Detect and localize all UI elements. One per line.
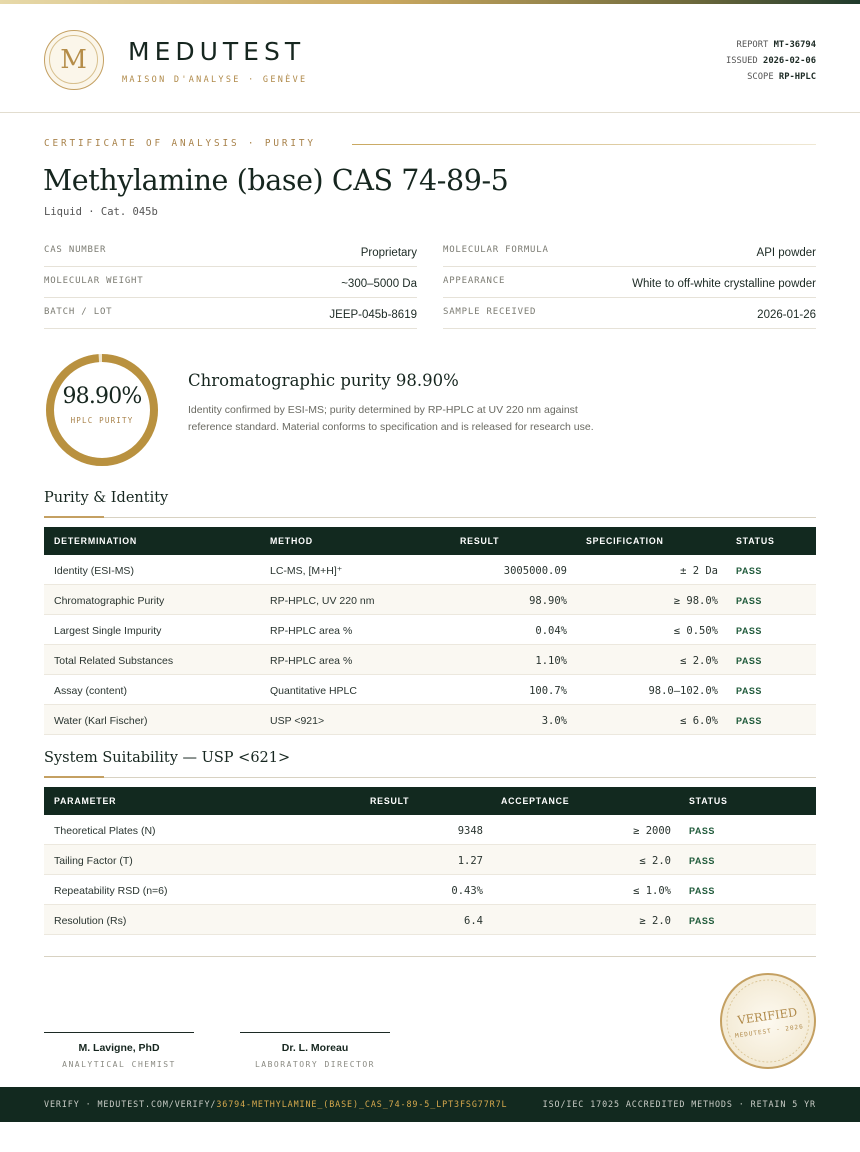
document-footer [0, 1087, 860, 1122]
cell-parameter: Theoretical Plates (N) [54, 825, 156, 837]
cell-determination: Water (Karl Fischer) [54, 715, 148, 727]
product-title: Methylamine (base) CAS 74-89-5 [43, 164, 509, 197]
column-header: RESULT [460, 536, 500, 546]
scope-label: SCOPE [747, 72, 774, 82]
spec-value: 2026-01-26 [757, 309, 816, 321]
cell-parameter: Repeatability RSD (n=6) [54, 885, 168, 897]
eyebrow-divider [352, 144, 816, 145]
section-rule [44, 777, 816, 778]
table-row [44, 875, 816, 905]
column-header: STATUS [689, 796, 728, 806]
cell-acceptance: ≥ 2000 [633, 825, 671, 837]
column-header: STATUS [736, 536, 775, 546]
cell-specification: ≤ 6.0% [680, 715, 718, 727]
cell-parameter: Tailing Factor (T) [54, 855, 133, 867]
status-badge: PASS [689, 826, 715, 836]
column-header: RESULT [370, 796, 410, 806]
cell-determination: Chromatographic Purity [54, 595, 165, 607]
purity-ring [44, 352, 162, 470]
section-rule [44, 517, 816, 518]
cell-result: 6.4 [464, 915, 483, 927]
signature-divider [44, 956, 816, 957]
table-row [44, 705, 816, 735]
accreditation-note: ISO/IEC 17025 ACCREDITED METHODS · RETAIN 5 YR [542, 1099, 816, 1109]
spec-label: MOLECULAR FORMULA [443, 245, 549, 255]
signature-block [240, 1032, 390, 1069]
stamp-graphic [719, 972, 817, 1070]
logo-letter: M [60, 45, 87, 75]
table-body [44, 555, 816, 735]
purity-ring-graphic [44, 352, 162, 470]
signatory-role: ANALYTICAL CHEMIST [62, 1060, 176, 1069]
cell-specification: ± 2 Da [680, 565, 718, 577]
status-badge: PASS [736, 566, 762, 576]
brand-name: MEDUTEST [128, 37, 306, 66]
section-title-purity-identity: Purity & Identity [44, 490, 169, 506]
system-suitability-table [44, 787, 816, 935]
ring-fill [50, 358, 154, 462]
verify-prefix: VERIFY · MEDUTEST.COM/VERIFY/ [44, 1099, 217, 1109]
purity-identity-table [44, 527, 816, 735]
issued-label: ISSUED [725, 56, 758, 66]
spec-value: JEEP-045b-8619 [329, 309, 417, 321]
verify-link[interactable]: 36794-METHYLAMINE_(BASE)_CAS_74-89-5_LPT3FSG77R7L [216, 1099, 508, 1109]
cell-result: 1.10% [535, 655, 567, 667]
cell-result: 0.43% [451, 885, 483, 897]
spec-label: MOLECULAR WEIGHT [44, 276, 144, 286]
status-badge: PASS [689, 856, 715, 866]
section-accent [44, 776, 104, 778]
cell-method: RP-HPLC, UV 220 nm [270, 595, 375, 607]
stamp-main-text: VERIFIED [736, 1004, 799, 1028]
cell-determination: Largest Single Impurity [54, 625, 162, 637]
status-badge: PASS [736, 686, 762, 696]
column-header: METHOD [270, 536, 313, 546]
spec-row [44, 267, 417, 298]
purity-value: 98.90% [62, 384, 142, 409]
verified-stamp [719, 972, 817, 1070]
spec-value: Proprietary [360, 247, 417, 259]
cell-acceptance: ≤ 2.0 [639, 855, 671, 867]
specs-right-column [443, 236, 816, 329]
issued-line [726, 53, 816, 69]
scope-line [726, 69, 816, 85]
spec-row [443, 236, 816, 267]
cell-result: 9348 [457, 825, 483, 837]
cell-result: 1.27 [457, 855, 483, 867]
spec-label: CAS NUMBER [44, 245, 107, 255]
column-header: PARAMETER [54, 796, 117, 806]
report-meta [726, 37, 816, 85]
table-row [44, 615, 816, 645]
report-label: REPORT [736, 40, 769, 50]
cell-specification: 98.0–102.0% [648, 685, 718, 697]
cell-result: 3005000.09 [503, 565, 567, 577]
table-row [44, 675, 816, 705]
table-row [44, 645, 816, 675]
signatory-role: LABORATORY DIRECTOR [254, 1060, 375, 1069]
table-row [44, 845, 816, 875]
report-number-line [726, 37, 816, 53]
table-body [44, 815, 816, 935]
status-badge: PASS [736, 596, 762, 606]
document-header [0, 4, 860, 113]
spec-row [44, 298, 417, 329]
cell-method: USP <921> [270, 715, 325, 727]
certificate-eyebrow [44, 138, 816, 152]
brand-tagline: MAISON D'ANALYSE · GENÈVE [122, 75, 308, 85]
cell-specification: ≥ 98.0% [673, 595, 718, 607]
spec-value: White to off-white crystalline powder [632, 278, 816, 290]
purity-label: HPLC PURITY [70, 416, 134, 425]
issued-date: 2026-02-06 [763, 56, 816, 66]
cell-method: RP-HPLC area % [270, 655, 353, 667]
spec-value: API powder [756, 247, 816, 259]
status-badge: PASS [736, 656, 762, 666]
status-badge: PASS [736, 716, 762, 726]
spec-value: ~300–5000 Da [341, 278, 417, 290]
cell-acceptance: ≤ 1.0% [633, 885, 671, 897]
cell-method: Quantitative HPLC [270, 685, 357, 697]
column-header: ACCEPTANCE [501, 796, 570, 806]
spec-row [443, 267, 816, 298]
spec-label: BATCH / LOT [44, 307, 113, 317]
cell-acceptance: ≥ 2.0 [639, 915, 671, 927]
spec-label: SAMPLE RECEIVED [443, 307, 537, 317]
cell-result: 100.7% [529, 685, 567, 697]
signatory-name: Dr. L. Moreau [281, 1042, 349, 1054]
table-header [44, 527, 816, 555]
signatory-name: M. Lavigne, PhD [78, 1042, 160, 1054]
spec-row [443, 298, 816, 329]
cell-determination: Identity (ESI-MS) [54, 565, 134, 577]
cell-result: 3.0% [541, 715, 567, 727]
cell-method: RP-HPLC area % [270, 625, 353, 637]
spec-row [44, 236, 417, 267]
spec-label: APPEARANCE [443, 276, 506, 286]
purity-description: Identity confirmed by ESI-MS; purity determined by RP-HPLC at UV 220 nm against reference standard. Material conforms to specification and is released for research use. [188, 404, 594, 433]
cell-result: 98.90% [529, 595, 567, 607]
report-number: MT-36794 [773, 40, 816, 50]
cell-specification: ≤ 0.50% [673, 625, 718, 637]
table-header [44, 787, 816, 815]
table-row [44, 585, 816, 615]
purity-heading: Chromatographic purity 98.90% [188, 371, 459, 390]
section-accent [44, 516, 104, 518]
cell-result: 0.04% [535, 625, 567, 637]
status-badge: PASS [689, 916, 715, 926]
verify-line [44, 1099, 508, 1109]
brand-logo-seal [44, 30, 104, 90]
cell-parameter: Resolution (Rs) [54, 915, 127, 927]
cell-determination: Total Related Substances [54, 655, 174, 667]
specs-left-column [44, 236, 417, 329]
cell-method: LC-MS, [M+H]⁺ [270, 565, 343, 577]
status-badge: PASS [689, 886, 715, 896]
table-row [44, 555, 816, 585]
column-header: SPECIFICATION [586, 536, 664, 546]
product-subline: Liquid · Cat. 045b [44, 206, 158, 218]
table-row [44, 815, 816, 845]
column-header: DETERMINATION [54, 536, 138, 546]
status-badge: PASS [736, 626, 762, 636]
section-title-system-suitability: System Suitability — USP <621> [44, 750, 291, 766]
eyebrow-text: CERTIFICATE OF ANALYSIS · PURITY [44, 138, 316, 149]
cell-specification: ≤ 2.0% [680, 655, 718, 667]
cell-determination: Assay (content) [54, 685, 127, 697]
stamp-sub-text: MEDUTEST · 2026 [734, 1023, 805, 1040]
scope-value: RP-HPLC [778, 72, 816, 82]
table-row [44, 905, 816, 935]
signature-block [44, 1032, 194, 1069]
